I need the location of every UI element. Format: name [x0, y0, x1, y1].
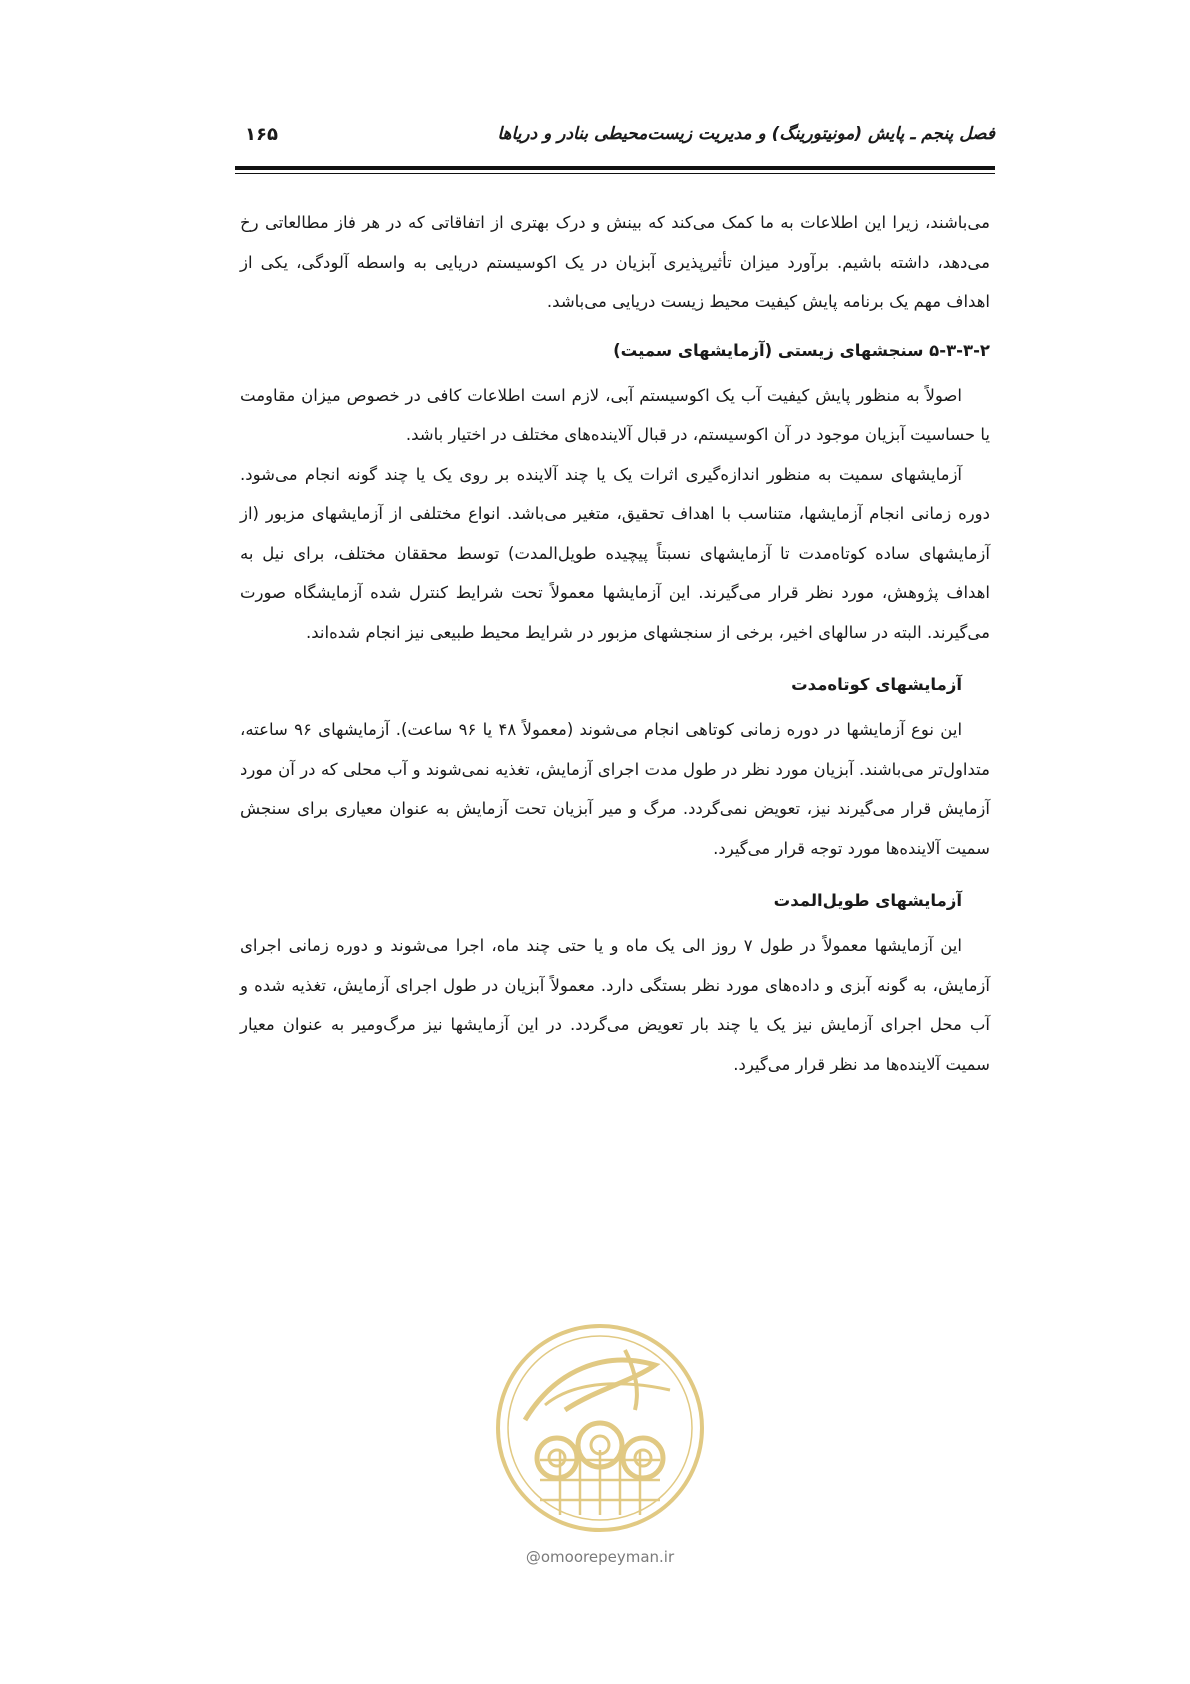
paragraph-long-term: این آزمایشها معمولاً در طول ۷ روز الی یک ماه و یا حتی چند ماه، اجرا می‌شوند و دوره زمانی اجرای آزمایش، به گونه آبزی و داده‌های مورد نظر بستگی دارد. معمولاً آبزیان در طول اجرای آزمایش، تغذیه شده و آب محل اجرای آزمایش نیز یک یا چند بار تعویض می‌گردد. در این آزمایشها نیز مرگ‌ومیر به عنوان معیار سمیت آلاینده‌ها مد نظر قرار می‌گیرد. — [240, 936, 990, 1074]
subheading-short-term: آزمایشهای کوتاه‌مدت — [791, 675, 962, 694]
paragraph-toxicity-tests: آزمایشهای سمیت به منظور اندازه‌گیری اثرات یک یا چند آلاینده بر روی یک یا چند گونه انجام می‌شود. دوره زمانی انجام آزمایشها، متناسب با اهداف تحقیق، متغیر می‌باشد. انواع مختلفی از آزمایشهای مزبور (از آزمایشهای ساده کوتاه‌مدت تا آزمایشهای نسبتاً پیچیده طویل‌المدت) توسط محققان مختلف، برای نیل به اهداف پژوهش، مورد نظر قرار می‌گیرند. این آزمایشها معمولاً تحت شرایط کنترل شده آزمایشگاه صورت می‌گیرند. البته در سالهای اخیر، برخی از سنجشهای مزبور در شرایط محیط طبیعی نیز انجام شده‌اند. — [240, 464, 990, 642]
section-heading-bioassays: ۵-۳-۳-۲ سنجشهای زیستی (آزمایشهای سمیت) — [613, 340, 990, 360]
watermark-seal-logo — [485, 1310, 715, 1550]
paragraph-principle: اصولاً به منظور پایش کیفیت آب یک اکوسیستم آبی، لازم است اطلاعات کافی در خصوص میزان مقاومت یا حساسیت آبزیان موجود در آن اکوسیستم، در قبال آلاینده‌های مختلف در اختیار باشد. — [240, 385, 990, 444]
page-body — [240, 203, 990, 1084]
page-number: ۱۶۵ — [245, 124, 278, 145]
running-header — [235, 124, 995, 154]
paragraph-short-term: این نوع آزمایشها در دوره زمانی کوتاهی انجام می‌شوند (معمولاً ۴۸ یا ۹۶ ساعت). آزمایشهای ۹۶ ساعته، متداول‌تر می‌باشند. آبزیان مورد نظر در طول مدت اجرای آزمایش، تغذیه نمی‌شوند و آب محلی که در آن مورد آزمایش قرار می‌گیرند نیز، تعویض نمی‌گردد. مرگ و میر آبزیان تحت آزمایش به عنوان معیاری برای سنجش سمیت آلاینده‌ها مورد توجه قرار می‌گیرد. — [240, 720, 990, 858]
watermark-url: @omoorepeyman.ir — [525, 1548, 675, 1566]
header-rule-thin — [235, 173, 995, 174]
subheading-long-term: آزمایشهای طویل‌المدت — [773, 891, 962, 910]
chapter-title: فصل پنجم ـ پایش (مونیتورینگ) و مدیریت زیست‌محیطی بنادر و دریاها — [497, 124, 995, 144]
header-rule-thick — [235, 166, 995, 170]
paragraph-intro: می‌باشند، زیرا این اطلاعات به ما کمک می‌کند که بینش و درک بهتری از اتفاقاتی که در هر فاز مطالعاتی رخ می‌دهد، داشته باشیم. برآورد میزان تأثیرپذیری آبزیان در یک اکوسیستم دریایی به واسطه آلودگی، یکی از اهداف مهم یک برنامه پایش کیفیت محیط زیست دریایی می‌باشد. — [240, 213, 990, 311]
